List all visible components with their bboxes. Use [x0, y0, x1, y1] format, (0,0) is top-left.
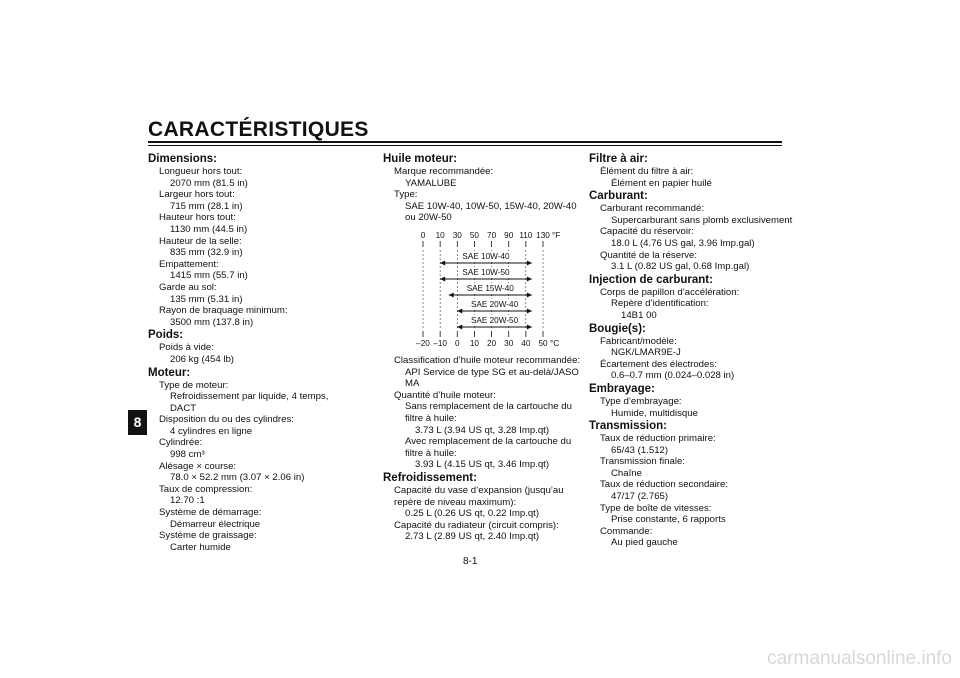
- bottom-axis-tick-label: –10: [433, 338, 447, 348]
- spec-label: Carburant recommandé:: [600, 203, 704, 215]
- column-3: [589, 152, 792, 549]
- spec-label: Largeur hors tout:: [159, 189, 235, 201]
- top-axis-tick-label: 130: [536, 230, 550, 240]
- series-label: SAE 20W-50: [470, 315, 519, 325]
- spec-value: Carter humide: [170, 541, 231, 553]
- bottom-axis-unit: °C: [550, 338, 560, 348]
- bottom-axis-tick-label: 30: [504, 338, 514, 348]
- top-axis-tick-label: 0: [420, 230, 426, 240]
- spec-value: NGK/LMAR9E-J: [611, 347, 681, 359]
- section-body: [148, 166, 328, 328]
- series-arrow-left: [440, 276, 445, 281]
- bottom-axis-tick-label: 20: [487, 338, 497, 348]
- spec-label: Fabricant/modèle:: [600, 335, 677, 347]
- series-arrow-right: [527, 308, 532, 313]
- spec-label: Garde au sol:: [159, 281, 217, 293]
- spec-value: SAE 10W-40, 10W-50, 15W-40, 20W-40: [405, 200, 577, 212]
- spec-value: 65/43 (1.512): [611, 444, 669, 456]
- spec-value: 78.0 × 52.2 mm (3.07 × 2.06 in): [170, 472, 305, 484]
- bottom-axis-tick-label: 10: [469, 338, 479, 348]
- spec-value: Prise constante, 6 rapports: [611, 514, 726, 526]
- series-arrow-left: [449, 292, 454, 297]
- spec-value: 2.73 L (2.89 US qt, 2.40 Imp.qt): [405, 531, 540, 543]
- oil-specs-continued: [383, 355, 580, 471]
- spec-label: Disposition du ou des cylindres:: [159, 414, 294, 426]
- spec-value: 998 cm³: [170, 449, 205, 461]
- spec-label: Taux de réduction primaire:: [600, 433, 716, 445]
- spec-value: 4 cylindres en ligne: [170, 425, 253, 437]
- section-body: [148, 342, 328, 365]
- bottom-axis-tick-label: 50: [538, 338, 548, 348]
- oil-specs: [383, 166, 580, 224]
- series-label: SAE 20W-40: [470, 299, 519, 309]
- spec-value: filtre à huile:: [405, 412, 457, 424]
- section-body: [589, 203, 792, 273]
- spec-value: 12.70 :1: [170, 495, 205, 507]
- spec-value: Avec remplacement de la cartouche du: [405, 436, 572, 448]
- series-arrow-right: [527, 292, 532, 297]
- spec-label: repère de niveau maximum):: [394, 496, 517, 508]
- section-title-huile-moteur: Huile moteur:: [383, 153, 458, 165]
- spec-label: Taux de compression:: [159, 483, 253, 495]
- top-axis-tick-label: 50: [469, 230, 479, 240]
- spec-value: Au pied gauche: [611, 537, 678, 549]
- section-title-poids: Poids:: [148, 329, 184, 342]
- top-axis-tick-label: 90: [504, 230, 514, 240]
- spec-value: 3.1 L (0.82 US gal, 0.68 Imp.gal): [611, 261, 750, 273]
- section-title-bougie-s: Bougie(s):: [589, 322, 646, 335]
- top-axis-tick-label: 10: [435, 230, 445, 240]
- spec-value: API Service de type SG et au-delà/JASO: [405, 366, 579, 378]
- spec-label: Type:: [394, 189, 418, 201]
- series-arrow-right: [527, 276, 532, 281]
- spec-label: Hauteur hors tout:: [159, 212, 236, 224]
- spec-label: Type de moteur:: [159, 379, 229, 391]
- top-axis-tick-label: 30: [452, 230, 462, 240]
- page-number: 8-1: [463, 556, 478, 567]
- spec-value: Élément en papier huilé: [611, 177, 712, 189]
- column-2: [383, 152, 580, 543]
- spec-label: Élément du filtre à air:: [600, 166, 694, 177]
- spec-label: Commande:: [600, 525, 653, 537]
- section-title-injection-de-carburant: Injection de carburant:: [589, 273, 713, 286]
- spec-label: Taux de réduction secondaire:: [600, 479, 728, 491]
- section-title-carburant: Carburant:: [589, 190, 648, 203]
- spec-label: Quantité d’huile moteur:: [394, 389, 496, 401]
- spec-value: 18.0 L (4.76 US gal, 3.96 Imp.gal): [611, 237, 755, 249]
- bottom-axis-tick-label: 0: [455, 338, 460, 348]
- spec-value: DACT: [170, 402, 197, 414]
- spec-label: Empattement:: [159, 258, 219, 270]
- series-label: SAE 15W-40: [466, 283, 514, 293]
- spec-value: 47/17 (2.765): [611, 491, 669, 503]
- spec-value: 14B1 00: [621, 309, 657, 321]
- spec-value: Supercarburant sans plomb exclusivement: [611, 214, 793, 226]
- spec-label: Corps de papillon d’accélération:: [600, 286, 740, 298]
- oil-viscosity-chart: [393, 228, 573, 353]
- title-rule-thin: [148, 145, 782, 146]
- page-title: CARACTÉRISTIQUES: [148, 118, 369, 141]
- spec-label: Type de boîte de vitesses:: [600, 502, 712, 514]
- spec-value: ou 20W-50: [405, 212, 452, 224]
- spec-label: Classification d’huile moteur recommandée:: [394, 354, 581, 366]
- section-body: [148, 380, 328, 554]
- spec-label: Capacité du radiateur (circuit compris):: [394, 519, 559, 531]
- series-arrow-left: [440, 260, 445, 265]
- watermark: carmanualsonline.info: [767, 648, 952, 669]
- spec-label: Quantité de la réserve:: [600, 249, 698, 261]
- spec-value: Repère d’identification:: [611, 298, 709, 310]
- spec-label: Cylindrée:: [159, 437, 203, 449]
- spec-value: Chaîne: [611, 467, 642, 479]
- spec-value: Sans remplacement de la cartouche du: [405, 401, 572, 413]
- top-axis-tick-label: 70: [487, 230, 497, 240]
- spec-label: Capacité du vase d’expansion (jusqu’au: [394, 484, 564, 496]
- section-title-dimensions: Dimensions:: [148, 153, 218, 165]
- series-label: SAE 10W-40: [462, 251, 510, 261]
- spec-value: Humide, multidisque: [611, 407, 698, 419]
- series-label: SAE 10W-50: [462, 267, 510, 277]
- section-body: [589, 287, 792, 322]
- spec-value: 835 mm (32.9 in): [170, 247, 243, 259]
- section-body: [589, 166, 792, 189]
- section-title-transmission: Transmission:: [589, 420, 667, 433]
- spec-value: 2070 mm (81.5 in): [170, 177, 248, 189]
- section-title-filtre-air: Filtre à air:: [589, 153, 648, 165]
- spec-value: 3500 mm (137.8 in): [170, 316, 254, 328]
- spec-label: Transmission finale:: [600, 456, 685, 468]
- spec-value: MA: [405, 378, 420, 390]
- series-arrow-left: [457, 324, 462, 329]
- spec-label: Capacité du réservoir:: [600, 226, 694, 238]
- spec-value: 1415 mm (55.7 in): [170, 270, 248, 282]
- column-1: [148, 152, 328, 553]
- section-body: [589, 433, 792, 549]
- spec-value: 1130 mm (44.5 in): [170, 223, 248, 235]
- spec-label: Rayon de braquage minimum:: [159, 305, 288, 317]
- spec-label: Système de démarrage:: [159, 507, 262, 519]
- spec-label: Écartement des électrodes:: [600, 358, 717, 370]
- bottom-axis-tick-label: –20: [416, 338, 430, 348]
- section-title-moteur: Moteur:: [148, 366, 191, 379]
- top-axis-tick-label: 110: [519, 230, 533, 240]
- spec-value: 715 mm (28.1 in): [170, 200, 243, 212]
- spec-label: Système de graissage:: [159, 530, 257, 542]
- spec-label: Poids à vide:: [159, 342, 214, 354]
- cooling-specs: [383, 485, 580, 543]
- section-body: [589, 396, 792, 419]
- series-arrow-right: [527, 324, 532, 329]
- spec-label: Longueur hors tout:: [159, 166, 243, 177]
- spec-value: 0.25 L (0.26 US qt, 0.22 Imp.qt): [405, 508, 540, 520]
- spec-value: 206 kg (454 lb): [170, 353, 234, 365]
- series-arrow-right: [527, 260, 532, 265]
- section-title-refroidissement: Refroidissement:: [383, 471, 477, 484]
- spec-value: YAMALUBE: [405, 177, 457, 189]
- spec-label: Marque recommandée:: [394, 166, 494, 177]
- spec-label: Type d’embrayage:: [600, 395, 682, 407]
- spec-value: 135 mm (5.31 in): [170, 293, 243, 305]
- spec-value: filtre à huile:: [405, 447, 457, 459]
- spec-value: Refroidissement par liquide, 4 temps,: [170, 391, 329, 403]
- spec-value: Démarreur électrique: [170, 518, 261, 530]
- spec-value: 3.93 L (4.15 US qt, 3.46 Imp.qt): [415, 459, 550, 471]
- chapter-tab: 8: [128, 410, 147, 435]
- title-rule: [148, 141, 782, 143]
- spec-value: 3.73 L (3.94 US qt, 3.28 Imp.qt): [415, 424, 550, 436]
- section-title-embrayage: Embrayage:: [589, 382, 655, 395]
- spec-value: 0.6–0.7 mm (0.024–0.028 in): [611, 370, 735, 382]
- section-body: [589, 336, 792, 382]
- spec-label: Hauteur de la selle:: [159, 235, 242, 247]
- bottom-axis-tick-label: 40: [521, 338, 531, 348]
- series-arrow-left: [457, 308, 462, 313]
- top-axis-unit: °F: [552, 230, 561, 240]
- spec-label: Alésage × course:: [159, 460, 237, 472]
